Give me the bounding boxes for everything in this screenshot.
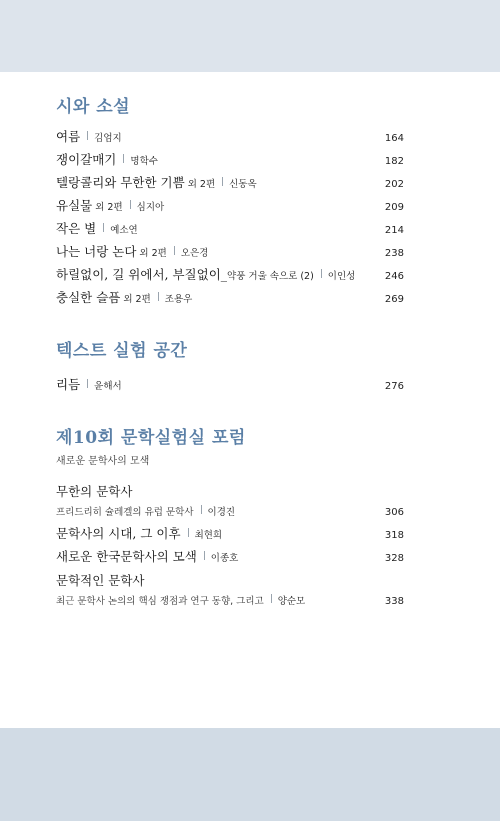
separator [87,379,88,388]
toc-entry[interactable] [56,503,404,522]
entry-note: 외 2편 [187,179,216,190]
entry-title: 충실한 슬픔 [56,290,121,305]
section-title: 시와 소설 [56,97,131,117]
section-title: 제10회 문학실험실 포럼 [56,428,246,448]
entry-page: 202 [384,179,404,190]
toc-entry[interactable] [56,171,404,194]
separator [158,292,159,301]
entry-page: 214 [384,225,404,236]
entry-page: 164 [384,133,404,144]
entry-page: 276 [384,381,404,392]
entry-author: 오은경 [180,248,209,259]
toc-entry[interactable] [56,125,404,148]
entry-page: 338 [384,596,404,607]
separator [321,269,322,278]
top-band [0,0,500,72]
entry-page: 269 [384,294,404,305]
separator [103,223,104,232]
separator [123,154,124,163]
separator [174,246,175,255]
toc-entry[interactable] [56,217,404,240]
toc-entry[interactable] [56,148,404,171]
separator [87,131,88,140]
entry-author: 이종호 [210,553,239,564]
entry-page: 306 [384,507,404,518]
table-of-contents [56,72,404,611]
toc-entry[interactable] [56,194,404,217]
entry-title: 문학사의 시대, 그 이후 [56,526,181,541]
entry-author: 예소연 [110,225,138,236]
bottom-band [0,728,500,821]
entry-title: 텔랑콜리와 무한한 기쁨 [56,175,185,190]
toc-entry-heading[interactable] [56,570,404,592]
entry-author: 심지아 [136,202,165,213]
toc-entry[interactable] [56,240,404,263]
entry-title: 무한의 문학사 [56,484,133,499]
entry-title: 나는 너랑 논다 [56,244,137,259]
toc-entry[interactable] [56,263,404,286]
section-forum [56,427,404,611]
entry-title: 쟁이갈매기 [56,152,117,167]
entry-subtitle: 최근 문학사 논의의 핵심 쟁점과 연구 동향, 그리고 [56,596,264,607]
entry-author: 신동옥 [229,179,257,190]
separator [188,528,189,537]
entry-title: 여름 [56,129,81,144]
entry-page: 209 [384,202,404,213]
entry-author: 조용우 [164,294,193,305]
separator [271,594,272,603]
entry-list [56,125,404,309]
toc-entry[interactable] [56,545,404,568]
toc-entry-heading[interactable] [56,481,404,503]
entry-author: 양순모 [277,596,306,607]
entry-author: 이경진 [207,507,236,518]
toc-entry[interactable] [56,522,404,545]
separator [130,200,131,209]
entry-author: 이인성 [327,271,356,282]
entry-page: 238 [384,248,404,259]
entry-author: 최현희 [194,530,223,541]
entry-page: 328 [384,553,404,564]
entry-list [56,373,404,396]
toc-entry[interactable] [56,592,404,611]
section-text-experiment [56,340,404,396]
entry-title: 유실물 [56,198,93,213]
entry-title: 하릴없이, 길 위에서, 부질없이_ [56,267,228,282]
section-subtitle: 새로운 문학사의 모색 [56,456,150,467]
separator [222,177,223,186]
entry-author: 윤해서 [94,381,122,392]
entry-page: 182 [384,156,404,167]
entry-title: 새로운 한국문학사의 모색 [56,549,197,564]
entry-title: 문학적인 문학사 [56,573,145,588]
entry-page: 318 [384,530,404,541]
entry-page: 246 [384,271,404,282]
section-poetry-fiction [56,96,404,309]
section-title: 텍스트 실험 공간 [56,341,188,361]
entry-title: 작은 별 [56,221,97,236]
entry-note: 외 2편 [123,294,151,305]
entry-note: 외 2편 [95,202,123,213]
entry-author: 김엄지 [94,133,122,144]
toc-entry[interactable] [56,286,404,309]
toc-entry[interactable] [56,373,404,396]
entry-note: 약풍 거울 속으로 (2) [227,271,314,282]
separator [204,551,205,560]
entry-author: 명학수 [130,156,158,167]
entry-subtitle: 프리드리히 슐레겔의 유럽 문학사 [56,507,194,518]
separator [201,505,202,514]
entry-list [56,481,404,611]
entry-note: 외 2편 [139,248,167,259]
entry-title: 리듬 [56,377,81,392]
